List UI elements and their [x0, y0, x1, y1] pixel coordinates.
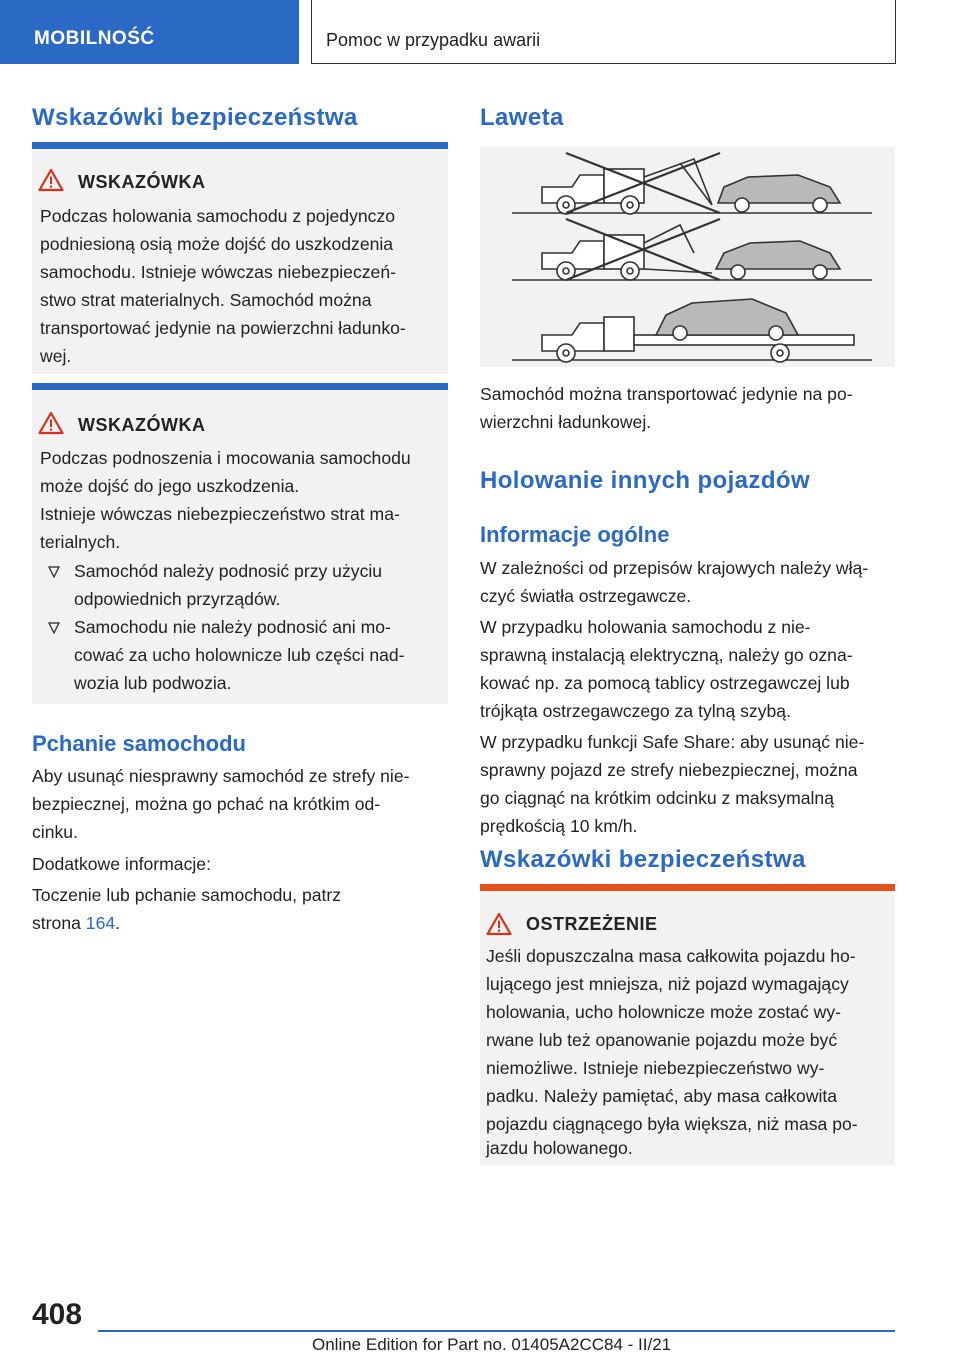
body-text-line: trójkąta ostrzegawczego za tylną szybą. — [480, 701, 791, 721]
section-title: MOBILNOŚĆ — [34, 28, 155, 49]
page-link[interactable]: 164 — [85, 913, 116, 933]
reference-line — [32, 909, 120, 937]
notice-text-line: jazdu holowanego. — [486, 1138, 633, 1158]
body-text-line: W przypadku holowania samochodu z nie- — [480, 617, 811, 637]
body-text-line: W przypadku funkcji Safe Share: aby usunąć nie- — [480, 732, 865, 752]
notice-text-line: terialnych. — [40, 532, 121, 552]
body-text-line: Toczenie lub pchanie samochodu, patrz — [32, 885, 342, 905]
body-text-line: cinku. — [32, 822, 78, 842]
notice-warning — [480, 884, 895, 1165]
page-number: 408 — [32, 1298, 83, 1331]
notice-text-line: holowania, ucho holownicze może zostać wy- — [486, 1002, 841, 1022]
heading-tow-truck: Laweta — [480, 104, 564, 131]
notice-text-line: rwane lub też opanowanie pojazdu może być — [486, 1030, 838, 1050]
footer-divider — [98, 1330, 895, 1332]
notice-text-line: stwo strat materialnych. Samochód można — [40, 290, 372, 310]
tow-truck-illustration — [480, 147, 895, 367]
heading-safety: Wskazówki bezpieczeństwa — [32, 104, 358, 131]
figure-caption-line: wierzchni ładunkowej. — [480, 412, 652, 432]
notice-text-line: niemożliwe. Istnieje niebezpieczeństwo wy- — [486, 1058, 825, 1078]
notice-hint-2 — [32, 383, 448, 704]
body-text-line: Aby usunąć niesprawny samochód ze strefy nie- — [32, 766, 410, 786]
notice-text-line: Podczas podnoszenia i mocowania samochodu — [40, 448, 411, 468]
body-text-line: sprawny pojazd ze strefy niebezpiecznej, można — [480, 760, 858, 780]
notice-text-line: Podczas holowania samochodu z pojedynczo — [40, 206, 396, 226]
heading-safety-2: Wskazówki bezpieczeństwa — [480, 846, 806, 873]
notice-text-line: lującego jest mniejsza, niż pojazd wymagający — [486, 974, 849, 994]
notice-hint-1 — [32, 142, 448, 374]
reference-suffix: . — [115, 913, 121, 933]
chapter-title: Pomoc w przypadku awarii — [326, 30, 541, 50]
section-tab — [0, 0, 299, 64]
notice-text-line: Istnieje wówczas niebezpieczeństwo strat ma- — [40, 504, 400, 524]
body-text-line: W zależności od przepisów krajowych należy włą- — [480, 558, 869, 578]
notice-bar — [32, 142, 448, 149]
body-text-line: bezpiecznej, można go pchać na krótkim od- — [32, 794, 381, 814]
subheading-general: Informacje ogólne — [480, 522, 670, 547]
warning-triangle-icon — [486, 912, 512, 936]
notice-title: WSKAZÓWKA — [78, 415, 206, 435]
towing-diagram — [480, 147, 895, 367]
heading-tow-other: Holowanie innych pojazdów — [480, 467, 811, 494]
figure-caption-line: Samochód można transportować jedynie na po- — [480, 384, 853, 404]
triangle-bullet-icon — [48, 622, 60, 634]
bullet-text-line: Samochód należy podnosić przy użyciu — [74, 561, 383, 581]
notice-text-line: samochodu. Istnieje wówczas niebezpieczeń- — [40, 262, 396, 282]
reference-prefix: strona — [32, 913, 86, 933]
edition-text: Online Edition for Part no. 01405A2CC84 - II/21 — [312, 1335, 672, 1354]
bullet-text-line: odpowiednich przyrządów. — [74, 589, 281, 609]
body-text-line: prędkością 10 km/h. — [480, 816, 638, 836]
notice-title: WSKAZÓWKA — [78, 172, 206, 192]
notice-title: OSTRZEŻENIE — [526, 914, 658, 934]
notice-text-line: transportować jedynie na powierzchni ładunko- — [40, 318, 406, 338]
notice-text-line: wej. — [40, 346, 72, 366]
body-text-line: sprawną instalacją elektryczną, należy go ozna- — [480, 645, 853, 665]
notice-text-line: Jeśli dopuszczalna masa całkowita pojazdu ho- — [486, 946, 856, 966]
heading-push: Pchanie samochodu — [32, 731, 246, 756]
bullet-text-line: cować za ucho holownicze lub części nad- — [74, 645, 405, 665]
notice-text-line: może dojść do jego uszkodzenia. — [40, 476, 300, 496]
notice-text-line: padku. Należy pamiętać, aby masa całkowita — [486, 1086, 838, 1106]
notice-text-line: podniesioną osią może dojść do uszkodzenia — [40, 234, 394, 254]
bullet-text-line: wozia lub podwozia. — [74, 673, 232, 693]
bullet-text-line: Samochodu nie należy podnosić ani mo- — [74, 617, 391, 637]
triangle-bullet-icon — [48, 566, 60, 578]
body-text-line: go ciągnąć na krótkim odcinku z maksymalną — [480, 788, 834, 808]
body-text-line: kować np. za pomocą tablicy ostrzegawczej lub — [480, 673, 850, 693]
warning-triangle-icon — [38, 411, 64, 435]
body-text-line: czyć światła ostrzegawcze. — [480, 586, 692, 606]
notice-bar — [480, 884, 895, 891]
notice-bar — [32, 383, 448, 390]
warning-triangle-icon — [38, 168, 64, 192]
chapter-header — [311, 0, 896, 64]
notice-text-line: pojazdu ciągnącego była większa, niż masa po- — [486, 1114, 858, 1134]
body-text-line: Dodatkowe informacje: — [32, 854, 211, 874]
